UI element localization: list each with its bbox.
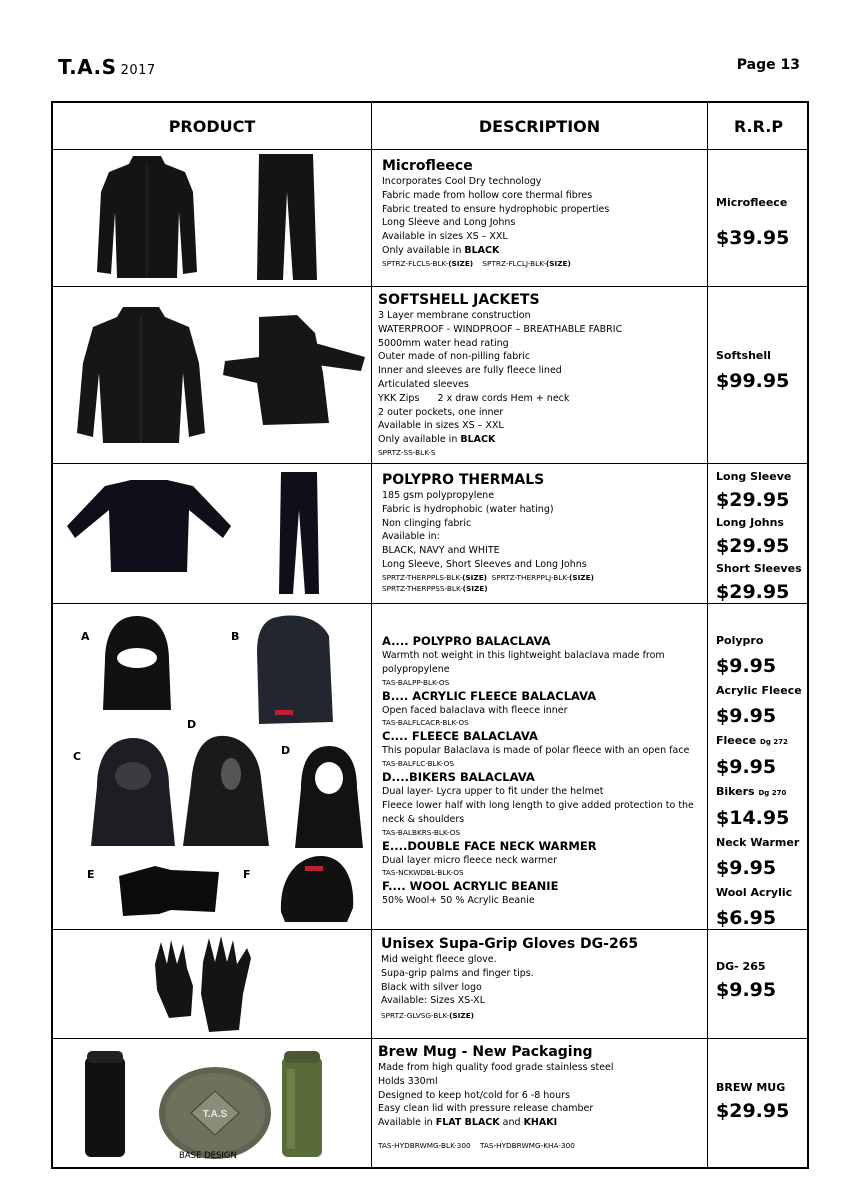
desc-line: Long Sleeve, Short Sleeves and Long Johns [382, 558, 587, 570]
desc-line: 50% Wool+ 50 % Acrylic Beanie [382, 895, 535, 907]
microfleece-top-image [93, 152, 201, 282]
rrp-price: $6.95 [716, 907, 777, 929]
mug-description [372, 1043, 707, 1169]
desc-line: Long Sleeve and Long Johns [382, 217, 516, 229]
black-mug-image [81, 1049, 129, 1159]
product-code: TAS-BALPP-BLK-OS [382, 677, 450, 687]
availability-line: Available in FLAT BLACK and KHAKI [378, 1117, 558, 1129]
desc-line: Non clinging fabric [382, 517, 472, 529]
microfleece-images [53, 150, 371, 286]
khaki-mug-image [279, 1049, 325, 1159]
desc-line: Holds 330ml [378, 1075, 438, 1087]
desc-line: Black with silver logo [381, 981, 482, 993]
rrp-label: Short Sleeves [716, 562, 802, 575]
desc-line: Supa-grip palms and finger tips. [381, 967, 534, 979]
gloves-rrp [708, 930, 809, 1038]
softshell-side-image [219, 313, 369, 431]
item-title: F.... WOOL ACRYLIC BEANIE [382, 879, 559, 894]
logo-text: T.A.S [202, 1109, 228, 1120]
product-table [51, 101, 809, 1169]
product-code: SPRTZ-GLVSG-BLK-(SIZE) [381, 1011, 475, 1021]
rrp-label: Polypro [716, 634, 764, 647]
desc-line: Easy clean lid with pressure release chamber [378, 1103, 594, 1115]
brand-header [58, 55, 156, 79]
balaclava-d-image [179, 734, 271, 850]
desc-line: WATERPROOF - WINDPROOF – BREATHABLE FABRIC [378, 323, 623, 335]
product-code: SPRTZ-SS-BLK-S [378, 447, 436, 457]
page-number: Page 13 [736, 57, 800, 73]
balaclava-b-image [253, 612, 337, 730]
item-title: A.... POLYPRO BALACLAVA [382, 634, 551, 648]
desc-line: Articulated sleeves [378, 378, 469, 390]
rrp-price: $9.95 [716, 705, 777, 727]
microfleece-pants-image [251, 152, 321, 284]
rrp-label: BREW MUG [716, 1081, 786, 1094]
product-codes: TAS-HYDBRWMG-BLK-300 TAS-HYDBRWMG-KHA-300 [378, 1140, 575, 1150]
desc-line: Dual layer- Lycra upper to fit under the helmet [382, 786, 604, 798]
desc-line: polypropylene [382, 663, 450, 675]
desc-line: Available in sizes XS – XXL [378, 420, 504, 432]
product-codes: SPTRZ-FLCLS-BLK-(SIZE) SPTRZ-FLCLJ-BLK-(SIZE) [382, 258, 571, 268]
rrp-label: Neck Warmer [716, 836, 800, 849]
header-product: PRODUCT [168, 116, 256, 136]
balaclava-images [53, 604, 371, 929]
desc-line: Inner and sleeves are fully fleece lined [378, 365, 562, 377]
rrp-label: Microfleece [716, 196, 788, 209]
desc-line: BLACK, NAVY and WHITE [382, 545, 500, 557]
microfleece-title: Microfleece [382, 158, 473, 174]
desc-line: Incorporates Cool Dry technology [382, 176, 542, 187]
gloves-description [372, 935, 707, 1038]
balaclava-descriptions [372, 633, 707, 929]
desc-line: 185 gsm polypropylene [382, 490, 495, 501]
rrp-price: $9.95 [716, 857, 777, 879]
desc-line: Available in sizes XS – XXL [382, 231, 508, 243]
polypro-top-image [61, 476, 237, 576]
rrp-label: Bikers Dg 270 [716, 785, 787, 798]
desc-line: 3 Layer membrane construction [378, 310, 531, 321]
brand-name: T.A.S [58, 55, 117, 79]
label-d: D [281, 744, 291, 757]
mug-title: Brew Mug - New Packaging [378, 1044, 593, 1060]
availability-line: Only available in BLACK [378, 434, 496, 446]
mug-rrp [708, 1039, 809, 1169]
balaclava-rrp [708, 604, 809, 929]
softshell-title: SOFTSHELL JACKETS [378, 292, 540, 308]
header-rrp: R.R.P [733, 116, 784, 136]
product-code: TAS-BALFLC-BLK-OS [382, 759, 454, 769]
label-b: B [231, 630, 240, 643]
softshell-images [53, 287, 371, 463]
polypro-rrp [708, 464, 809, 603]
desc-line: Available in: [382, 531, 440, 543]
polypro-description [372, 471, 707, 603]
softshell-front-image [75, 303, 207, 449]
softshell-description [372, 291, 707, 463]
rrp-price: $29.95 [716, 581, 790, 603]
polypro-pants-image [275, 470, 323, 598]
product-codes: SPRTZ-THERPPSS-BLK-(SIZE) [382, 583, 488, 593]
desc-line: Fabric is hydrophobic (water hating) [382, 503, 554, 515]
rrp-label: Acrylic Fleece [716, 684, 802, 697]
rrp-price: $29.95 [716, 1100, 790, 1122]
label-c: C [73, 750, 82, 763]
label-d: D [187, 718, 197, 731]
label-e: E [87, 868, 95, 881]
balaclava-d-second-image [293, 744, 365, 850]
desc-line: Dual layer micro fleece neck warmer [382, 854, 558, 866]
product-code: TAS-BALBKRS-BLK-OS [382, 827, 461, 837]
desc-line: This popular Balaclava is made of polar fleece with an open face [382, 745, 690, 757]
gloves-image [147, 934, 263, 1036]
balaclava-a-image [99, 614, 175, 714]
item-title: D....BIKERS BALACLAVA [382, 770, 535, 785]
availability-line: Only available in BLACK [382, 244, 500, 256]
rrp-price: $99.95 [716, 370, 790, 392]
mug-images [53, 1039, 371, 1169]
header-description: DESCRIPTION [478, 116, 601, 136]
product-code: TAS-NCKWDBL-BLK-OS [382, 868, 464, 878]
balaclava-c-image [89, 736, 177, 850]
rrp-price: $9.95 [716, 655, 777, 677]
rrp-price: $29.95 [716, 489, 790, 511]
label-f: F [243, 868, 251, 881]
rrp-label: Long Johns [716, 516, 784, 529]
desc-line: 5000mm water head rating [378, 337, 509, 349]
desc-line: YKK Zips 2 x draw cords Hem + neck [378, 392, 570, 404]
base-design-caption: BASE DESIGN [179, 1151, 237, 1161]
microfleece-rrp [708, 150, 809, 286]
desc-line: Fabric treated to ensure hydrophobic properties [382, 203, 610, 215]
desc-line: Open faced balaclava with fleece inner [382, 704, 568, 716]
polypro-images [53, 464, 371, 603]
softshell-rrp [708, 287, 809, 463]
microfleece-description [372, 157, 707, 285]
item-title: B.... ACRYLIC FLEECE BALACLAVA [382, 688, 597, 703]
desc-line: Designed to keep hot/cold for 6 -8 hours [378, 1089, 570, 1101]
rrp-label: Long Sleeve [716, 470, 792, 483]
year: 2017 [120, 63, 156, 78]
desc-line: Available: Sizes XS-XL [381, 995, 485, 1007]
rrp-price: $9.95 [716, 756, 777, 778]
polypro-title: POLYPRO THERMALS [382, 472, 545, 488]
rrp-label: DG- 265 [716, 960, 766, 973]
rrp-label: Fleece Dg 272 [716, 734, 788, 747]
rrp-label: Wool Acrylic [716, 886, 793, 899]
gloves-title: Unisex Supa-Grip Gloves DG-265 [381, 936, 639, 952]
desc-line: Outer made of non-pilling fabric [378, 351, 531, 363]
product-code: TAS-BALFLCACR-BLK-OS [382, 718, 469, 728]
desc-line: Fabric made from hollow core thermal fibres [382, 189, 593, 201]
desc-line: Made from high quality food grade stainless steel [378, 1062, 614, 1073]
item-title: E....DOUBLE FACE NECK WARMER [382, 838, 597, 853]
item-title: C.... FLEECE BALACLAVA [382, 729, 538, 744]
mug-base-image [157, 1065, 273, 1161]
rrp-price: $14.95 [716, 807, 790, 829]
desc-line: neck & shoulders [382, 813, 465, 825]
label-a: A [81, 630, 90, 643]
rrp-price: $9.95 [716, 979, 777, 1001]
rrp-price: $39.95 [716, 227, 790, 249]
rrp-label: Softshell [716, 349, 771, 362]
product-codes: SPRTZ-THERPPLS-BLK-(SIZE) SPRTZ-THERPPLJ-BLK-(SIZE) [382, 572, 594, 582]
desc-line: Mid weight fleece glove. [381, 954, 497, 965]
gloves-images [53, 930, 371, 1038]
desc-line: Fleece lower half with long length to give added protection to the [382, 799, 694, 811]
desc-line: Warmth not weight in this lightweight balaclava made from [382, 650, 665, 661]
desc-line: 2 outer pockets, one inner [378, 406, 504, 418]
beanie-f-image [275, 852, 357, 926]
rrp-price: $29.95 [716, 535, 790, 557]
neck-warmer-e-image [115, 858, 223, 918]
